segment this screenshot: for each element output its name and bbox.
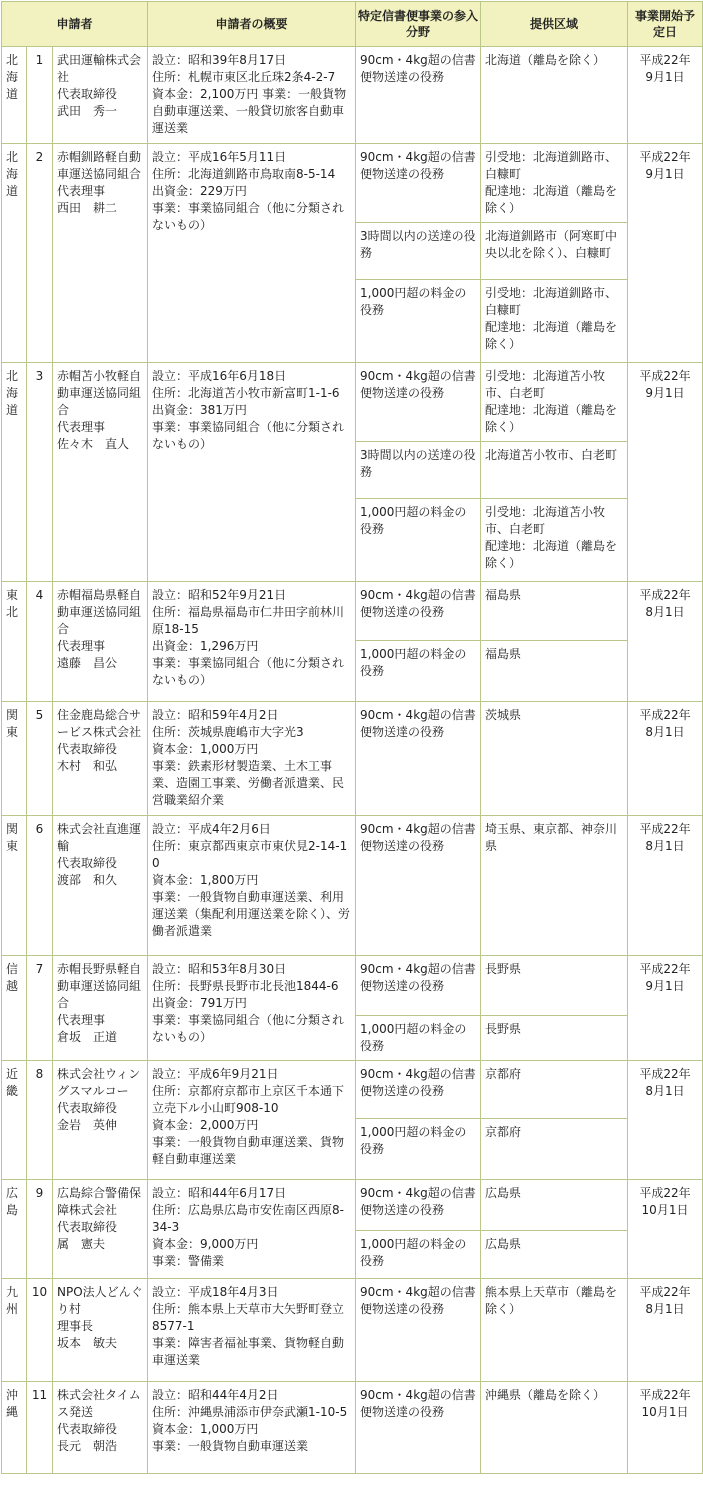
row-number: 9	[27, 1180, 53, 1279]
applicant-cell: 株式会社タイムス発送 代表取締役 長元 朝浩	[53, 1382, 148, 1474]
row-number: 5	[27, 702, 53, 816]
region-cell: 北海道	[2, 47, 27, 144]
applicant-cell: 赤帽釧路軽自動車運送協同組合 代表理事 西田 耕二	[53, 144, 148, 363]
applicant-cell: 赤帽長野県軽自動車運送協同組合 代表理事 倉坂 正道	[53, 956, 148, 1061]
applicant-cell: 株式会社ウィングスマルコー 代表取締役 金岩 英伸	[53, 1061, 148, 1180]
overview-cell: 設立：平成6年9月21日 住所：京都府京都市上京区千本通下立売下ル小山町908-10 資本金：2,000万円 事業：一般貨物自動車運送業、貨物軽自動車運送業	[148, 1061, 356, 1180]
table-row	[2, 1279, 703, 1382]
applicant-cell: 赤帽苫小牧軽自動車運送協同組合 代表理事 佐々木 直人	[53, 363, 148, 582]
service-area-cell: 引受地：北海道釧路市、白糠町 配達地：北海道（離島を除く）	[481, 144, 628, 223]
region-cell: 東北	[2, 582, 27, 702]
row-number: 10	[27, 1279, 53, 1382]
start-date-cell: 平成22年 9月1日	[628, 363, 703, 582]
overview-cell: 設立：昭和39年8月17日 住所：札幌市東区北丘珠2条4-2-7 資本金：2,100万円 事業：一般貨物自動車運送業、一般貸切旅客自動車運送業	[148, 47, 356, 144]
header-start-date: 事業開始予定日	[628, 2, 703, 47]
header-field: 特定信書便事業の参入分野	[356, 2, 481, 47]
applicant-cell: 住金鹿島総合サービス株式会社 代表取締役 木村 和弘	[53, 702, 148, 816]
region-cell: 沖縄	[2, 1382, 27, 1474]
service-field-cell: 1,000円超の料金の役務	[356, 499, 481, 582]
service-field-cell: 90cm・4kg超の信書便物送達の役務	[356, 702, 481, 816]
service-field-cell: 90cm・4kg超の信書便物送達の役務	[356, 582, 481, 641]
service-area-cell: 熊本県上天草市（離島を除く）	[481, 1279, 628, 1382]
row-number: 3	[27, 363, 53, 582]
table-row	[2, 956, 703, 1016]
service-field-cell: 90cm・4kg超の信書便物送達の役務	[356, 1180, 481, 1231]
row-number: 6	[27, 816, 53, 956]
table-row	[2, 363, 703, 442]
service-field-cell: 90cm・4kg超の信書便物送達の役務	[356, 816, 481, 956]
applicant-cell: 株式会社直進運輸 代表取締役 渡部 和久	[53, 816, 148, 956]
service-field-cell: 90cm・4kg超の信書便物送達の役務	[356, 144, 481, 223]
region-cell: 関東	[2, 816, 27, 956]
service-field-cell: 3時間以内の送達の役務	[356, 442, 481, 499]
region-cell: 近畿	[2, 1061, 27, 1180]
overview-cell: 設立：昭和44年6月17日 住所：広島県広島市安佐南区西原8-34-3 資本金：9,000万円 事業：警備業	[148, 1180, 356, 1279]
service-field-cell: 90cm・4kg超の信書便物送達の役務	[356, 363, 481, 442]
service-area-cell: 北海道苫小牧市、白老町	[481, 442, 628, 499]
table-row	[2, 1180, 703, 1231]
applicant-cell: 武田運輸株式会社 代表取締役 武田 秀一	[53, 47, 148, 144]
table-row	[2, 1382, 703, 1474]
service-field-cell: 90cm・4kg超の信書便物送達の役務	[356, 1279, 481, 1382]
service-area-cell: 広島県	[481, 1231, 628, 1279]
overview-cell: 設立：昭和52年9月21日 住所：福島県福島市仁井田字前林川原18-15 出資金：1,296万円 事業：事業協同組合（他に分類されないもの）	[148, 582, 356, 702]
service-field-cell: 3時間以内の送達の役務	[356, 223, 481, 280]
region-cell: 北海道	[2, 144, 27, 363]
row-number: 11	[27, 1382, 53, 1474]
row-number: 1	[27, 47, 53, 144]
service-area-cell: 引受地：北海道苫小牧市、白老町 配達地：北海道（離島を除く）	[481, 363, 628, 442]
overview-cell: 設立：平成16年5月11日 住所：北海道釧路市鳥取南8-5-14 出資金：229万円 事業：事業協同組合（他に分類されないもの）	[148, 144, 356, 363]
service-area-cell: 沖縄県（離島を除く）	[481, 1382, 628, 1474]
overview-cell: 設立：平成18年4月3日 住所：熊本県上天草市大矢野町登立8577-1 事業：障害者福祉事業、貨物軽自動車運送業	[148, 1279, 356, 1382]
start-date-cell: 平成22年 10月1日	[628, 1382, 703, 1474]
region-cell: 北海道	[2, 363, 27, 582]
header-applicant: 申請者	[2, 2, 148, 47]
service-area-cell: 北海道（離島を除く）	[481, 47, 628, 144]
service-area-cell: 長野県	[481, 1016, 628, 1061]
table-row	[2, 582, 703, 641]
applicant-cell: NPO法人どんぐり村 理事長 坂本 敏夫	[53, 1279, 148, 1382]
overview-cell: 設立：平成16年6月18日 住所：北海道苫小牧市新富町1-1-6 出資金：381万円 事業：事業協同組合（他に分類されないもの）	[148, 363, 356, 582]
table-row	[2, 47, 703, 144]
service-field-cell: 1,000円超の料金の役務	[356, 1231, 481, 1279]
region-cell: 九州	[2, 1279, 27, 1382]
service-field-cell: 90cm・4kg超の信書便物送達の役務	[356, 1382, 481, 1474]
row-number: 7	[27, 956, 53, 1061]
overview-cell: 設立：昭和44年4月2日 住所：沖縄県浦添市伊奈武瀬1-10-5 資本金：1,000万円 事業：一般貨物自動車運送業	[148, 1382, 356, 1474]
applicant-cell: 赤帽福島県軽自動車運送協同組合 代表理事 遠藤 昌公	[53, 582, 148, 702]
region-cell: 関東	[2, 702, 27, 816]
table-row	[2, 1061, 703, 1119]
overview-cell: 設立：昭和53年8月30日 住所：長野県長野市北長池1844-6 出資金：791万円 事業：事業協同組合（他に分類されないもの）	[148, 956, 356, 1061]
table-row	[2, 702, 703, 816]
service-area-cell: 長野県	[481, 956, 628, 1016]
start-date-cell: 平成22年 10月1日	[628, 1180, 703, 1279]
applicant-table	[1, 1, 703, 1474]
service-field-cell: 1,000円超の料金の役務	[356, 641, 481, 702]
service-area-cell: 京都府	[481, 1119, 628, 1180]
row-number: 4	[27, 582, 53, 702]
start-date-cell: 平成22年 8月1日	[628, 582, 703, 702]
start-date-cell: 平成22年 8月1日	[628, 1061, 703, 1180]
service-field-cell: 90cm・4kg超の信書便物送達の役務	[356, 47, 481, 144]
service-field-cell: 1,000円超の料金の役務	[356, 1016, 481, 1061]
region-cell: 信越	[2, 956, 27, 1061]
start-date-cell: 平成22年 9月1日	[628, 144, 703, 363]
start-date-cell: 平成22年 9月1日	[628, 956, 703, 1061]
service-area-cell: 京都府	[481, 1061, 628, 1119]
table-row	[2, 816, 703, 956]
service-area-cell: 引受地：北海道釧路市、白糠町 配達地：北海道（離島を除く）	[481, 280, 628, 363]
service-field-cell: 90cm・4kg超の信書便物送達の役務	[356, 956, 481, 1016]
start-date-cell: 平成22年 8月1日	[628, 702, 703, 816]
table-row	[2, 144, 703, 223]
start-date-cell: 平成22年 8月1日	[628, 1279, 703, 1382]
row-number: 8	[27, 1061, 53, 1180]
region-cell: 広島	[2, 1180, 27, 1279]
service-area-cell: 茨城県	[481, 702, 628, 816]
service-field-cell: 90cm・4kg超の信書便物送達の役務	[356, 1061, 481, 1119]
overview-cell: 設立：平成4年2月6日 住所：東京都西東京市東伏見2-14-10 資本金：1,800万円 事業：一般貨物自動車運送業、利用運送業（集配利用運送業を除く）、労働者派遣業	[148, 816, 356, 956]
service-area-cell: 北海道釧路市（阿寒町中央以北を除く）、白糠町	[481, 223, 628, 280]
service-area-cell: 引受地：北海道苫小牧市、白老町 配達地：北海道（離島を除く）	[481, 499, 628, 582]
header-overview: 申請者の概要	[148, 2, 356, 47]
service-area-cell: 福島県	[481, 641, 628, 702]
table-header-row	[2, 2, 703, 47]
row-number: 2	[27, 144, 53, 363]
overview-cell: 設立：昭和59年4月2日 住所：茨城県鹿嶋市大字光3 資本金：1,000万円 事業：鉄素形材製造業、土木工事業、造園工事業、労働者派遣業、民営職業紹介業	[148, 702, 356, 816]
header-area: 提供区域	[481, 2, 628, 47]
applicant-cell: 広島綜合警備保障株式会社 代表取締役 属 憲夫	[53, 1180, 148, 1279]
start-date-cell: 平成22年 9月1日	[628, 47, 703, 144]
service-field-cell: 1,000円超の料金の役務	[356, 280, 481, 363]
service-area-cell: 埼玉県、東京都、神奈川県	[481, 816, 628, 956]
service-area-cell: 広島県	[481, 1180, 628, 1231]
service-area-cell: 福島県	[481, 582, 628, 641]
start-date-cell: 平成22年 8月1日	[628, 816, 703, 956]
service-field-cell: 1,000円超の料金の役務	[356, 1119, 481, 1180]
